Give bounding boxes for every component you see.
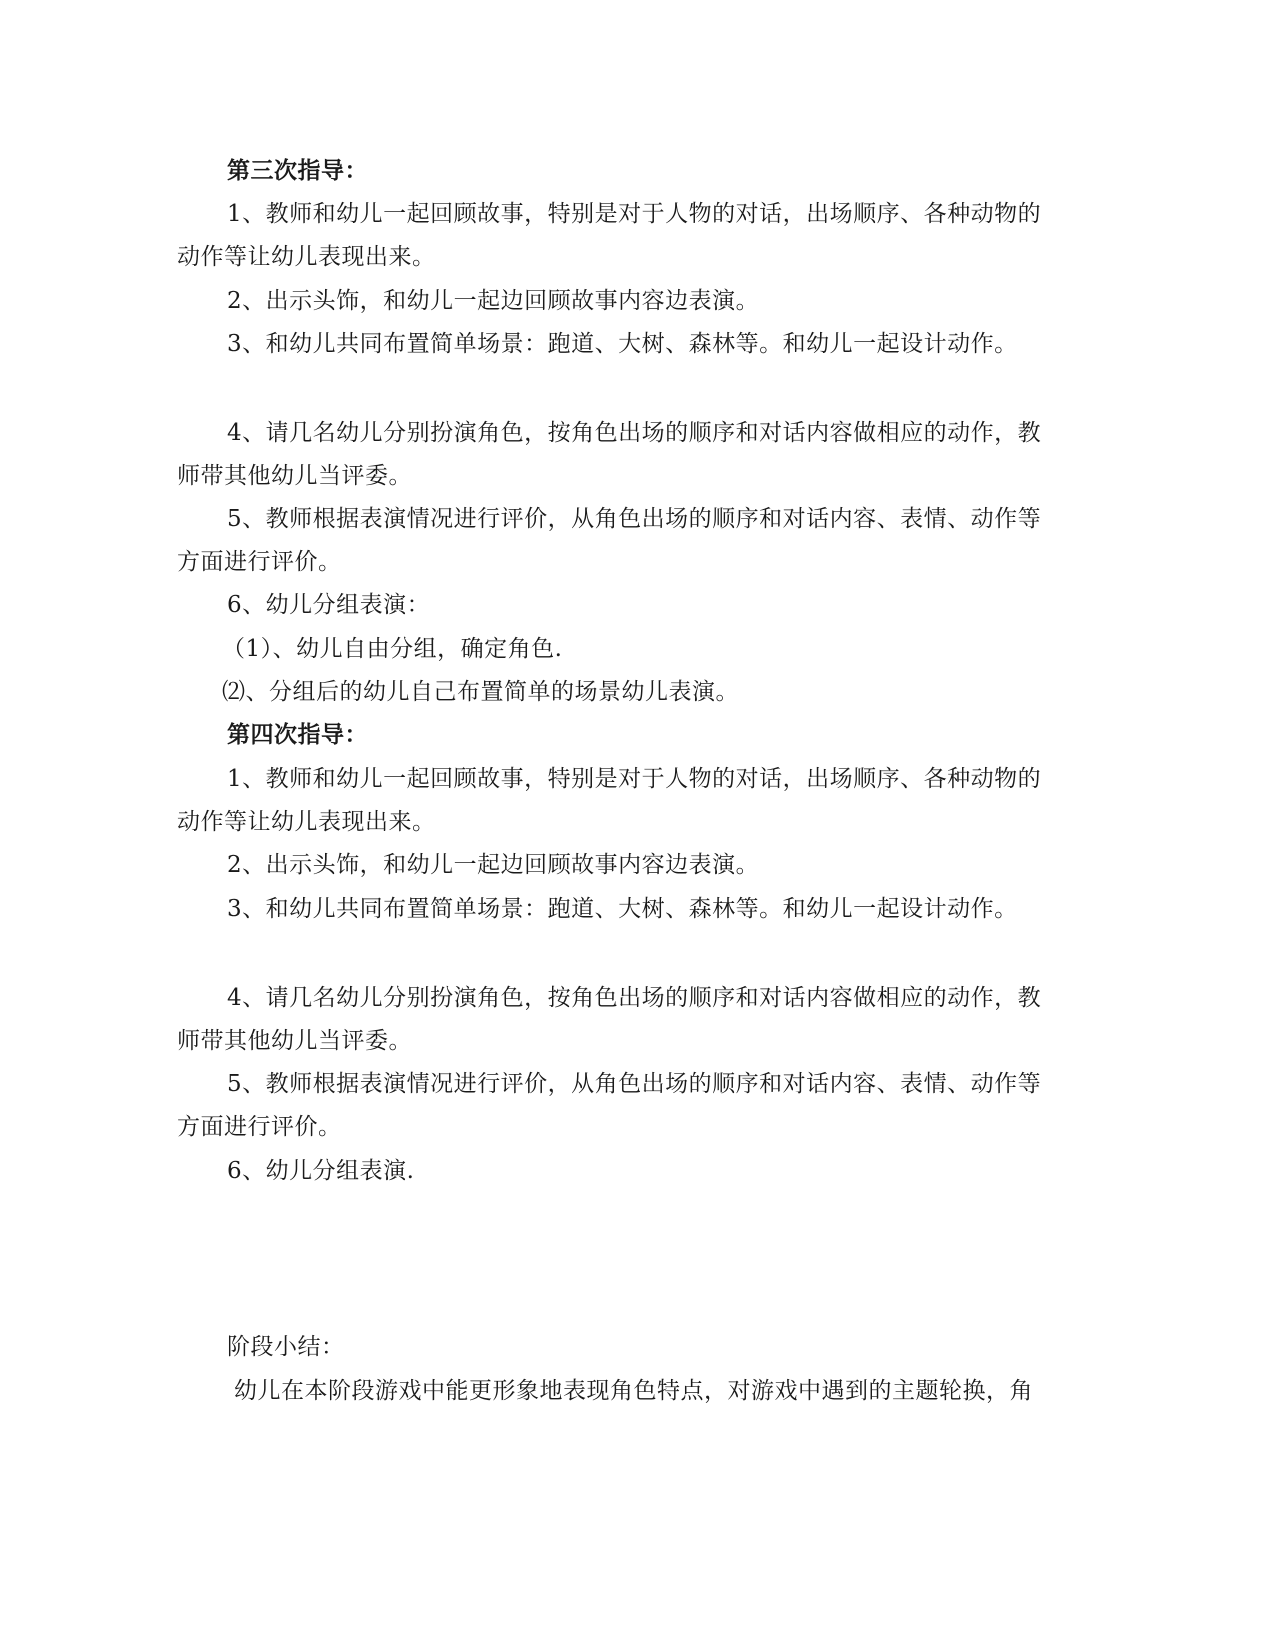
section-heading: 第三次指导： [227,157,368,184]
paragraph-line: 师带其他幼儿当评委。 [177,463,412,489]
summary-text: 幼儿在本阶段游戏中能更形象地表现角色特点，对游戏中遇到的主题轮换，角 [234,1378,1033,1404]
paragraph-line: 6、幼儿分组表演： [227,592,431,618]
paragraph-line: 3、和幼儿共同布置简单场景：跑道、大树、森林等。和幼儿一起设计动作。 [227,331,1018,357]
sub-item-line: ⑵、分组后的幼儿自己布置简单的场景幼儿表演。 [222,679,739,705]
paragraph-line: 1、教师和幼儿一起回顾故事，特别是对于人物的对话，出场顺序、各种动物的 [227,201,1042,227]
summary-heading: 阶段小结： [227,1334,345,1360]
paragraph-line: 4、请几名幼儿分别扮演角色，按角色出场的顺序和对话内容做相应的动作，教 [227,420,1042,446]
paragraph-line: 师带其他幼儿当评委。 [177,1028,412,1054]
section-heading: 第四次指导： [227,721,368,748]
paragraph-line: 3、和幼儿共同布置简单场景：跑道、大树、森林等。和幼儿一起设计动作。 [227,896,1018,922]
paragraph-line: 动作等让幼儿表现出来。 [177,809,436,835]
paragraph-line: 6、幼儿分组表演. [227,1158,415,1184]
paragraph-line: 动作等让幼儿表现出来。 [177,244,436,270]
paragraph-line: 1、教师和幼儿一起回顾故事，特别是对于人物的对话，出场顺序、各种动物的 [227,766,1042,792]
paragraph-line: 方面进行评价。 [177,1114,342,1140]
sub-item-line: （1）、幼儿自由分组，确定角色. [222,636,563,662]
paragraph-line: 5、教师根据表演情况进行评价，从角色出场的顺序和对话内容、表情、动作等 [227,1071,1042,1097]
paragraph-line: 2、出示头饰，和幼儿一起边回顾故事内容边表演。 [227,288,760,314]
paragraph-line: 2、出示头饰，和幼儿一起边回顾故事内容边表演。 [227,852,760,878]
paragraph-line: 4、请几名幼儿分别扮演角色，按角色出场的顺序和对话内容做相应的动作，教 [227,985,1042,1011]
paragraph-line: 5、教师根据表演情况进行评价，从角色出场的顺序和对话内容、表情、动作等 [227,506,1042,532]
paragraph-line: 方面进行评价。 [177,549,342,575]
